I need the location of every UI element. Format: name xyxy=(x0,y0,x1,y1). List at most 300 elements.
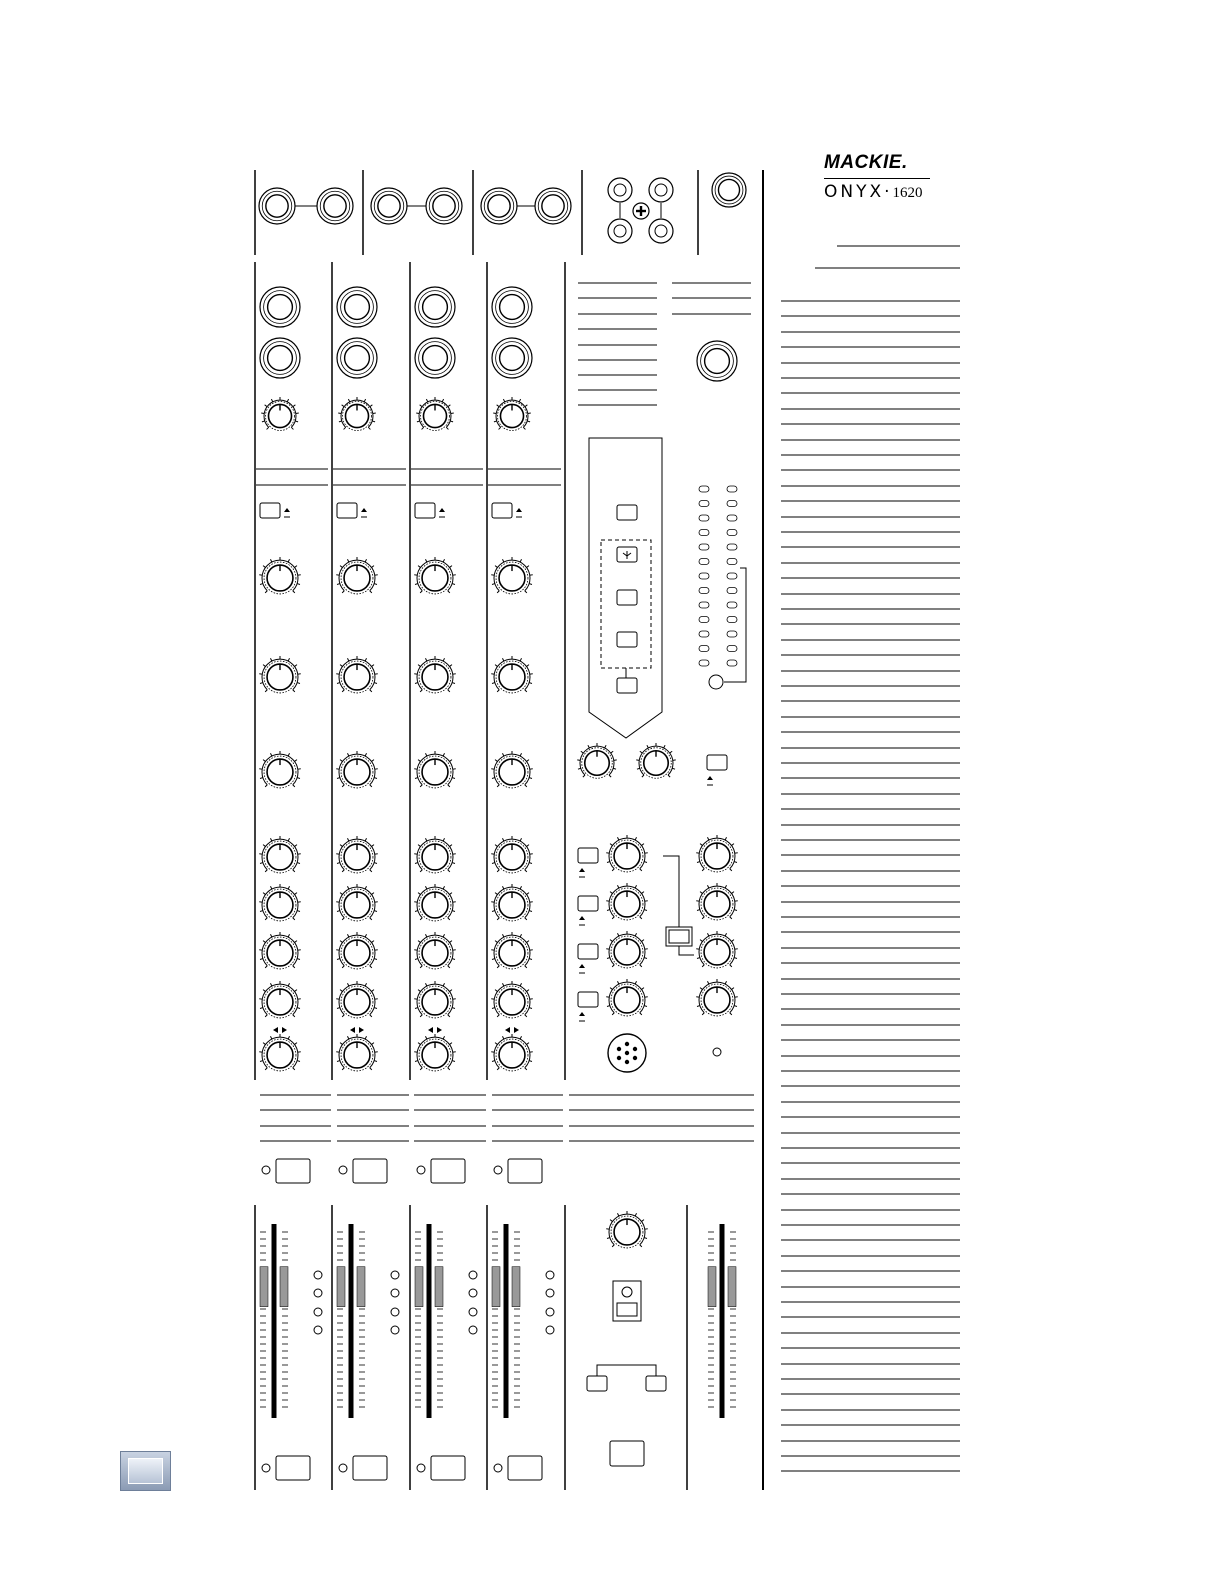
knob-tick xyxy=(450,845,452,847)
knob-icon[interactable] xyxy=(336,981,377,1018)
knob-tick xyxy=(734,958,737,959)
latch-up xyxy=(579,1012,585,1016)
knob-tick xyxy=(697,958,700,959)
knob-tick xyxy=(270,934,271,937)
knob-icon[interactable] xyxy=(414,932,455,969)
knob-tick xyxy=(340,566,342,568)
fader-icon[interactable] xyxy=(492,1224,520,1418)
rca-inner xyxy=(655,184,667,196)
knob-tick xyxy=(270,658,271,661)
knob-icon[interactable] xyxy=(259,981,300,1018)
knob-tick xyxy=(700,844,702,846)
knob-tick xyxy=(260,911,263,912)
pan-right-arrow xyxy=(282,1027,287,1033)
knob-tick xyxy=(337,863,340,864)
knob-tick xyxy=(342,405,344,407)
jack-icon[interactable] xyxy=(337,287,377,327)
pan-left-arrow xyxy=(428,1027,433,1033)
knob-tick xyxy=(502,983,503,986)
meter-led xyxy=(699,530,709,536)
knob-icon[interactable] xyxy=(414,751,455,788)
knob-tick xyxy=(295,566,297,568)
knob-icon[interactable] xyxy=(491,836,532,873)
meter-led xyxy=(727,573,737,579)
led-indicator xyxy=(713,1048,721,1056)
knob-tick xyxy=(642,940,644,942)
knob-tick xyxy=(340,1043,342,1045)
knob-tick xyxy=(588,745,589,748)
knob-tick xyxy=(642,988,644,990)
knob-icon[interactable] xyxy=(336,1027,377,1071)
jack-icon[interactable] xyxy=(535,188,571,224)
knob-icon[interactable] xyxy=(606,979,647,1016)
knob-tick xyxy=(365,753,366,756)
knob-tick xyxy=(295,941,297,943)
led-indicator xyxy=(262,1464,270,1472)
knob-tick xyxy=(502,1036,503,1039)
knob-icon[interactable] xyxy=(696,835,737,872)
channel-mode-button[interactable] xyxy=(337,503,357,518)
knob-tick xyxy=(347,886,348,889)
latch-up xyxy=(439,508,445,512)
solo-button[interactable] xyxy=(276,1456,310,1480)
jack-icon[interactable] xyxy=(481,188,517,224)
mute-button[interactable] xyxy=(508,1159,542,1183)
knob-tick xyxy=(374,911,377,912)
knob-tick xyxy=(448,918,450,920)
knob-tick xyxy=(725,981,726,984)
knob-tick xyxy=(263,941,265,943)
knob-tick xyxy=(495,845,497,847)
knob-tick xyxy=(370,405,372,407)
knob-tick xyxy=(443,1036,444,1039)
knob-tick xyxy=(450,760,452,762)
knob-tick xyxy=(415,1008,418,1009)
knob-icon[interactable] xyxy=(696,931,737,968)
channel-mode-button[interactable] xyxy=(260,503,280,518)
knob-tick xyxy=(293,918,295,920)
knob-tick xyxy=(697,1006,700,1007)
knob-icon[interactable] xyxy=(336,656,377,693)
assign-bracket xyxy=(597,1365,656,1377)
knob-tick xyxy=(495,760,497,762)
latch-indicator-icon xyxy=(361,508,367,517)
jack-inner-ring xyxy=(324,195,346,217)
mode-button[interactable] xyxy=(707,755,727,770)
knob-tick xyxy=(732,940,734,942)
knob-icon[interactable] xyxy=(491,1027,532,1071)
knob-icon[interactable] xyxy=(259,1027,300,1071)
knob-tick xyxy=(342,1015,344,1017)
knob-tick xyxy=(265,785,267,787)
channel-mode-button[interactable] xyxy=(492,503,512,518)
knob-tick xyxy=(610,1220,612,1222)
jack-inner-ring xyxy=(423,346,448,371)
knob-tick xyxy=(365,886,366,889)
knob-icon[interactable] xyxy=(336,836,377,873)
knob-tick xyxy=(415,1061,418,1062)
rca-jack-icon[interactable] xyxy=(608,219,632,243)
knob-tick xyxy=(525,785,527,787)
latch-up xyxy=(361,508,367,512)
knob-tick xyxy=(297,911,300,912)
knob-tick xyxy=(700,892,702,894)
knob-tick xyxy=(443,753,444,756)
knob-tick xyxy=(260,778,263,779)
knob-tick xyxy=(635,933,636,936)
latch-indicator-icon xyxy=(439,508,445,517)
knob-icon[interactable] xyxy=(414,656,455,693)
jack-icon[interactable] xyxy=(371,188,407,224)
knob-tick xyxy=(497,785,499,787)
knob-tick xyxy=(495,990,497,992)
jack-icon[interactable] xyxy=(259,188,295,224)
jack-icon[interactable] xyxy=(426,188,462,224)
led-indicator xyxy=(469,1308,477,1316)
rca-jack-icon[interactable] xyxy=(649,178,673,202)
knob-tick xyxy=(370,1015,372,1017)
knob-tick xyxy=(270,559,271,562)
knob-tick xyxy=(417,421,420,422)
meter-led xyxy=(727,501,737,507)
latch-indicator-icon xyxy=(579,964,585,973)
master-button[interactable] xyxy=(617,505,637,520)
knob-tick xyxy=(291,427,293,429)
knob-icon[interactable] xyxy=(414,836,455,873)
solo-button[interactable] xyxy=(508,1456,542,1480)
knob-tick xyxy=(732,844,734,846)
meter-led xyxy=(699,544,709,550)
knob-tick xyxy=(342,690,344,692)
knob-tick xyxy=(519,399,520,402)
knob-tick xyxy=(337,911,340,912)
knob-tick xyxy=(502,658,503,661)
knob-tick xyxy=(418,845,420,847)
knob-icon[interactable] xyxy=(636,743,676,778)
mute-button[interactable] xyxy=(431,1159,465,1183)
knob-tick xyxy=(267,427,269,429)
knob-tick xyxy=(664,745,665,748)
knob-tick xyxy=(443,983,444,986)
knob-tick xyxy=(497,1015,499,1017)
knob-tick xyxy=(415,683,418,684)
knob-tick xyxy=(372,845,374,847)
knob-tick xyxy=(668,775,670,777)
led-indicator xyxy=(314,1289,322,1297)
jack-icon[interactable] xyxy=(712,173,746,207)
aux-pre-button[interactable] xyxy=(578,992,598,1007)
knob-icon[interactable] xyxy=(491,932,532,969)
jack-icon[interactable] xyxy=(697,341,737,381)
knob-icon[interactable] xyxy=(259,557,300,594)
knob-tick xyxy=(612,1013,614,1015)
knob-tick xyxy=(529,1008,532,1009)
knob-icon[interactable] xyxy=(491,981,532,1018)
knob-icon[interactable] xyxy=(696,979,737,1016)
assign-right-button[interactable] xyxy=(646,1376,666,1391)
knob-tick xyxy=(734,862,737,863)
knob-icon[interactable] xyxy=(491,656,532,693)
jack-inner-ring xyxy=(542,195,564,217)
knob-tick xyxy=(492,683,495,684)
jack-icon[interactable] xyxy=(337,338,377,378)
jack-inner-ring xyxy=(433,195,455,217)
jack-icon[interactable] xyxy=(492,338,532,378)
knob-icon[interactable] xyxy=(414,981,455,1018)
knob-tick xyxy=(635,885,636,888)
knob-tick xyxy=(697,862,700,863)
fader-icon[interactable] xyxy=(708,1224,736,1418)
knob-tick xyxy=(635,981,636,984)
knob-tick xyxy=(443,886,444,889)
knob-tick xyxy=(734,910,737,911)
knob-tick xyxy=(340,893,342,895)
aux-pre-button[interactable] xyxy=(578,896,598,911)
knob-tick xyxy=(263,893,265,895)
knob-tick xyxy=(342,785,344,787)
knob-tick xyxy=(495,665,497,667)
knob-tick xyxy=(495,1043,497,1045)
knob-tick xyxy=(425,886,426,889)
jack-inner-ring xyxy=(378,195,400,217)
knob-tick xyxy=(529,683,532,684)
knob-icon[interactable] xyxy=(606,1211,647,1248)
knob-tick xyxy=(415,584,418,585)
jack-icon[interactable] xyxy=(415,287,455,327)
knob-tick xyxy=(503,399,504,402)
knob-icon[interactable] xyxy=(577,743,617,778)
fader-hatch xyxy=(435,1267,443,1307)
knob-tick xyxy=(617,885,618,888)
fader-slot xyxy=(349,1224,354,1418)
knob-tick xyxy=(293,405,295,407)
knob-tick xyxy=(293,966,295,968)
knob-tick xyxy=(265,870,267,872)
knob-tick xyxy=(368,427,370,429)
meter-led xyxy=(727,544,737,550)
knob-icon[interactable] xyxy=(414,884,455,921)
led-indicator xyxy=(469,1326,477,1334)
knob-tick xyxy=(495,941,497,943)
led-indicator xyxy=(709,675,723,689)
knob-tick xyxy=(527,990,529,992)
knob-icon[interactable] xyxy=(414,557,455,594)
knob-tick xyxy=(420,1068,422,1070)
rca-jack-icon[interactable] xyxy=(608,178,632,202)
knob-tick xyxy=(370,870,372,872)
jack-icon[interactable] xyxy=(492,287,532,327)
knob-tick xyxy=(452,584,455,585)
knob-icon[interactable] xyxy=(493,397,531,431)
knob-icon[interactable] xyxy=(336,932,377,969)
knob-tick xyxy=(448,1068,450,1070)
knob-tick xyxy=(337,1061,340,1062)
brand-block xyxy=(824,152,964,203)
knob-icon[interactable] xyxy=(259,751,300,788)
knob-tick xyxy=(642,1220,644,1222)
din-connector-icon[interactable] xyxy=(608,1034,646,1072)
knob-tick xyxy=(425,559,426,562)
knob-tick xyxy=(415,778,418,779)
jack-icon[interactable] xyxy=(415,338,455,378)
knob-tick xyxy=(527,845,529,847)
knob-tick xyxy=(365,658,366,661)
knob-icon[interactable] xyxy=(338,397,376,431)
aux-pre-button[interactable] xyxy=(578,944,598,959)
fader-hatch xyxy=(415,1267,423,1307)
knob-tick xyxy=(520,983,521,986)
knob-tick xyxy=(374,584,377,585)
knob-icon[interactable] xyxy=(336,557,377,594)
knob-icon[interactable] xyxy=(606,931,647,968)
knob-tick xyxy=(499,427,501,429)
meter-led xyxy=(699,631,709,637)
knob-tick xyxy=(446,427,448,429)
knob-icon[interactable] xyxy=(491,751,532,788)
knob-tick xyxy=(340,990,342,992)
knob-tick xyxy=(520,934,521,937)
source-button[interactable] xyxy=(617,590,637,605)
knob-icon[interactable] xyxy=(491,884,532,921)
fader-icon[interactable] xyxy=(337,1224,365,1418)
mute-button[interactable] xyxy=(276,1159,310,1183)
knob-tick xyxy=(364,399,365,402)
knob-tick xyxy=(420,870,422,872)
latch-up xyxy=(707,776,713,780)
knob-tick xyxy=(337,778,340,779)
phantom-switch-key[interactable] xyxy=(617,1303,637,1316)
knob-tick xyxy=(730,869,732,871)
jack-icon[interactable] xyxy=(260,338,300,378)
knob-icon[interactable] xyxy=(259,884,300,921)
aux-pre-button[interactable] xyxy=(578,848,598,863)
led-indicator xyxy=(314,1271,322,1279)
knob-tick xyxy=(640,1245,642,1247)
knob-tick xyxy=(297,584,300,585)
knob-tick xyxy=(607,910,610,911)
knob-tick xyxy=(337,1008,340,1009)
led-indicator xyxy=(339,1166,347,1174)
latch-indicator-icon xyxy=(579,868,585,877)
meter-led xyxy=(699,617,709,623)
knob-tick xyxy=(529,1061,532,1062)
knob-icon[interactable] xyxy=(606,883,647,920)
knob-icon[interactable] xyxy=(414,1027,455,1071)
channel-mode-button[interactable] xyxy=(415,503,435,518)
mute-button[interactable] xyxy=(353,1159,387,1183)
knob-icon[interactable] xyxy=(696,883,737,920)
knob-tick xyxy=(635,837,636,840)
knob-tick xyxy=(494,421,497,422)
knob-tick xyxy=(418,665,420,667)
fader-icon[interactable] xyxy=(260,1224,288,1418)
knob-tick xyxy=(340,760,342,762)
knob-tick xyxy=(365,559,366,562)
rca-jack-icon[interactable] xyxy=(649,219,673,243)
master-solo-button[interactable] xyxy=(610,1441,644,1466)
knob-tick xyxy=(374,778,377,779)
led-indicator xyxy=(494,1166,502,1174)
led-indicator xyxy=(546,1289,554,1297)
meter-led xyxy=(727,486,737,492)
jack-inner-ring xyxy=(268,346,293,371)
knob-tick xyxy=(452,911,455,912)
knob-icon[interactable] xyxy=(336,884,377,921)
knob-tick xyxy=(295,893,297,895)
knob-tick xyxy=(617,981,618,984)
knob-tick xyxy=(523,427,525,429)
knob-tick xyxy=(293,591,295,593)
fader-hatch xyxy=(708,1267,716,1307)
assign-left-button[interactable] xyxy=(587,1376,607,1391)
knob-tick xyxy=(365,838,366,841)
knob-tick xyxy=(452,778,455,779)
knob-tick xyxy=(452,683,455,684)
knob-tick xyxy=(448,690,450,692)
knob-tick xyxy=(607,862,610,863)
knob-tick xyxy=(418,760,420,762)
knob-tick xyxy=(288,658,289,661)
knob-icon[interactable] xyxy=(259,836,300,873)
pan-left-arrow xyxy=(350,1027,355,1033)
knob-icon[interactable] xyxy=(416,397,454,431)
knob-icon[interactable] xyxy=(491,557,532,594)
knob-tick xyxy=(617,1213,618,1216)
led-indicator xyxy=(391,1326,399,1334)
knob-tick xyxy=(497,1068,499,1070)
knob-tick xyxy=(372,760,374,762)
knob-tick xyxy=(495,566,497,568)
meter-led xyxy=(727,559,737,565)
din-pin xyxy=(625,1051,629,1055)
knob-tick xyxy=(270,886,271,889)
knob-icon[interactable] xyxy=(259,656,300,693)
latch-up xyxy=(579,916,585,920)
knob-tick xyxy=(420,966,422,968)
knob-icon[interactable] xyxy=(259,932,300,969)
knob-tick xyxy=(263,760,265,762)
knob-tick xyxy=(700,988,702,990)
knob-tick xyxy=(640,751,642,753)
knob-icon[interactable] xyxy=(606,835,647,872)
knob-tick xyxy=(263,990,265,992)
fader-icon[interactable] xyxy=(415,1224,443,1418)
meter-led xyxy=(699,573,709,579)
rca-inner xyxy=(614,184,626,196)
jack-icon[interactable] xyxy=(260,287,300,327)
knob-tick xyxy=(372,893,374,895)
knob-icon[interactable] xyxy=(261,397,299,431)
knob-tick xyxy=(342,1068,344,1070)
solo-button[interactable] xyxy=(431,1456,465,1480)
solo-button[interactable] xyxy=(353,1456,387,1480)
knob-tick xyxy=(529,863,532,864)
knob-tick xyxy=(270,1036,271,1039)
led-indicator xyxy=(622,1287,632,1297)
knob-tick xyxy=(340,665,342,667)
knob-tick xyxy=(730,917,732,919)
meter-led xyxy=(727,646,737,652)
source-button[interactable] xyxy=(617,632,637,647)
knob-tick xyxy=(426,399,427,402)
knob-icon[interactable] xyxy=(336,751,377,788)
knob-tick xyxy=(342,966,344,968)
knob-tick xyxy=(260,1061,263,1062)
jack-icon[interactable] xyxy=(317,188,353,224)
knob-tick xyxy=(725,933,726,936)
assign-button[interactable] xyxy=(617,678,637,693)
knob-tick xyxy=(497,405,499,407)
